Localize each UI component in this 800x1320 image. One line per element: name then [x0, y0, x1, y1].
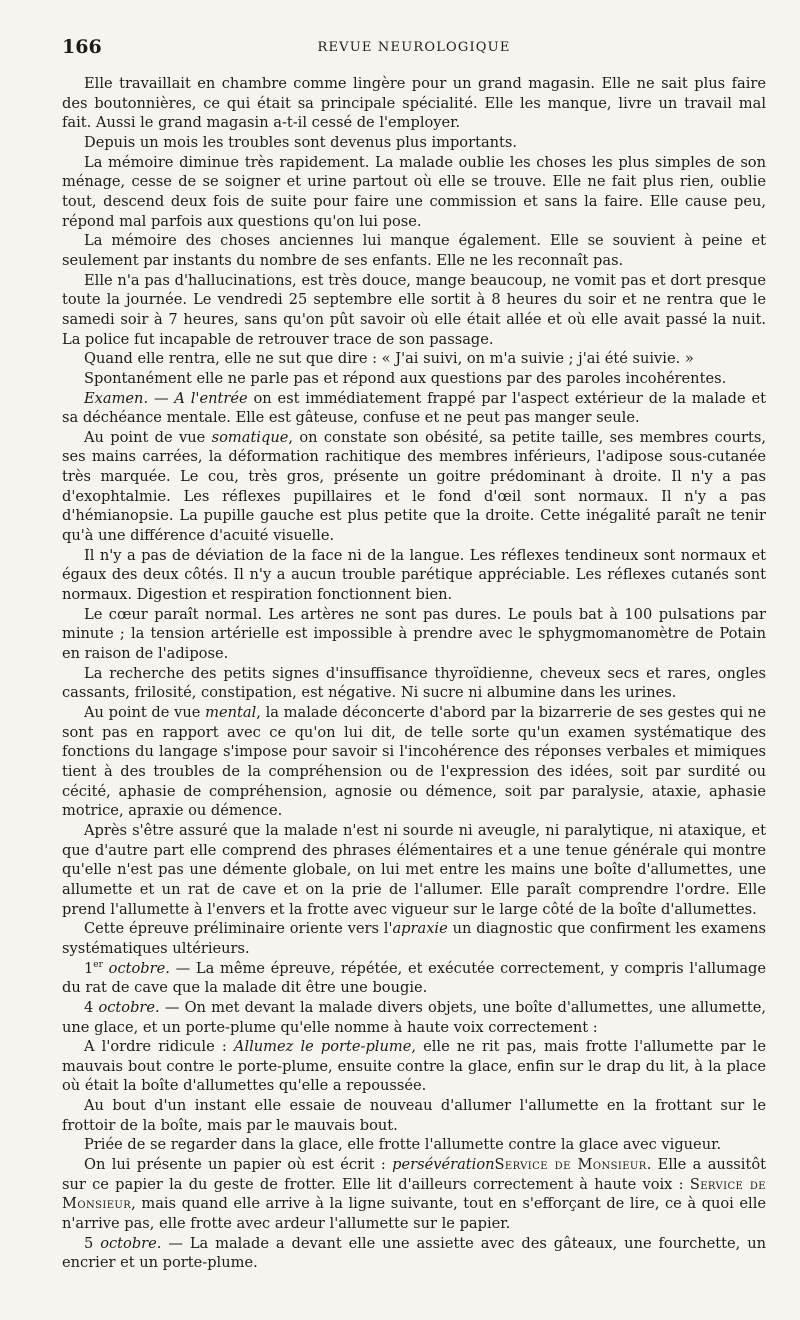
paragraph [62, 1234, 766, 1273]
paragraph [62, 546, 766, 605]
text-run: un diagnostic que confirment les examens systématiques ultérieurs. [62, 920, 766, 957]
italic-text: apraxie [392, 920, 448, 938]
text-run: 1 [84, 959, 94, 977]
paragraph [62, 389, 766, 428]
italic-text: octobre. [102, 959, 170, 977]
paragraph [62, 998, 766, 1037]
text-run: Au bout d'un instant elle essaie de nouveau d'allumer l'allumette en la frottant sur le frottoir de la boîte, mais par le mauvais bout. [62, 1097, 766, 1134]
italic-text: Examen. [84, 389, 149, 407]
small-caps-text: Service de Monsieur [494, 1156, 647, 1174]
text-run: Le cœur paraît normal. Les artères ne sont pas dures. Le pouls bat à 100 pulsations par minute ; la tension artérielle est impossible à prendre avec le sphygmomanomètre de Potain en raison de l'adipose. [62, 605, 766, 663]
paragraph [62, 959, 766, 998]
text-run: 4 [84, 998, 99, 1016]
text-run: — La même épreuve, répétée, et exécutée correctement, y compris l'allumage du rat de cave que la malade dit être une bougie. [62, 959, 766, 997]
text-run: A l'ordre ridicule : [84, 1038, 234, 1056]
text-run: La recherche des petits signes d'insuffisance thyroïdienne, cheveux secs et rares, ongles cassants, frilosité, constipation, est négative. Ni sucre ni albumine dans les urines. [62, 664, 766, 702]
text-run: , mais quand elle arrive à la ligne suivante, tout en s'efforçant de lire, ce à quoi elle n'arrive pas, elle frotte avec ardeur l'allumette sur le papier. [62, 1195, 766, 1233]
text-run: La mémoire diminue très rapidement. La malade oublie les choses les plus simples de son ménage, cesse de se soigner et urine partout où elle se trouve. Elle ne fait plus rien, oublie tout, descend deux fois de suite pour faire une commission et sans la faire. Elle cause peu, répond mal parfois aux questions qu'on lui pose. [62, 153, 766, 230]
text-run: , elle ne rit pas, mais frotte l'allumette par le mauvais bout contre le porte-plume, ensuite contre la glace, enfin sur le drap du lit, à la place où était la boîte d'allumettes qu'elle a repoussée. [62, 1038, 766, 1095]
paragraph [62, 271, 766, 350]
paragraph [62, 703, 766, 821]
text-run: 5 [84, 1234, 101, 1252]
text-run: . Elle a aussitôt sur ce papier la [62, 1156, 766, 1193]
italic-text: mental [205, 704, 257, 721]
italic-text: A l'entrée [174, 389, 248, 407]
text-run: — [148, 389, 175, 407]
superscript: er [93, 959, 103, 970]
text-run: On lui présente un papier où est écrit : [84, 1156, 393, 1174]
text-run: Il n'y a pas de déviation de la face ni de la langue. Les réflexes tendineux sont normaux et égaux des deux côtés. Il n'y a aucun trouble parétique appréciable. Les réflexes cutanés sont normaux. Digestion et respiration fonctionnent bien. [62, 546, 766, 604]
paragraph [62, 369, 766, 389]
text-run: Au point de vue [84, 704, 206, 721]
text-run: du geste de frotter. Elle lit d'ailleurs correctement à haute voix : [188, 1175, 690, 1193]
paragraph [62, 664, 766, 703]
italic-text: persévération [392, 1156, 495, 1174]
text-run: Priée de se regarder dans la glace, elle frotte l'allumette contre la glace avec vigueur. [84, 1136, 722, 1154]
paragraph [62, 1037, 766, 1096]
text-run: — On met devant la malade divers objets, une boîte d'allumettes, une allumette, une glace, et un porte-plume qu'elle nomme à haute voix correctement : [62, 998, 766, 1036]
text-run: La mémoire des choses anciennes lui manque également. Elle se souvient à peine et seulement par instants du nombre de ses enfants. Elle ne les reconnaît pas. [62, 232, 766, 269]
paragraph [62, 1135, 766, 1155]
text-run: Après s'être assuré que la malade n'est ni sourde ni aveugle, ni paralytique, ni ataxique, et que d'autre part elle comprend des phrases élémentaires et a une tenue générale qui montre qu'elle n'est pas une démente globale, on lui met entre les mains une boîte d'allumettes, une allumette et un rat de cave et on la prie de l'allumer. Elle paraît comprendre l'ordre. Elle prend l'allumette à l'envers et la frotte avec vigueur sur le large côté de la boîte d'allumettes. [62, 821, 766, 918]
paragraph [62, 74, 766, 133]
paragraph [62, 231, 766, 270]
text-run: Spontanément elle ne parle pas et répond aux questions par des paroles incohérentes. [84, 369, 727, 387]
italic-text: Allumez le porte-plume [233, 1038, 412, 1056]
text-run: Elle travaillait en chambre comme lingère pour un grand magasin. Elle ne sait plus faire des boutonnières, ce qui était sa principale spécialité. Elle les manque, livre un travail mal fait. Aussi le grand magasin a-t-il cessé de l'employer. [62, 75, 766, 132]
paragraph [62, 1096, 766, 1135]
paragraph [62, 133, 766, 153]
text-run: Quand elle rentra, elle ne sut que dire : « J'ai suivi, on m'a suivie ; j'ai été suivie. » [84, 350, 694, 368]
italic-text: somatique [211, 428, 289, 446]
italic-text: octobre. [100, 1234, 162, 1252]
text-run: , on constate son obésité, sa petite taille, ses membres courts, ses mains carrées, la déformation rachitique des membres inférieurs, l'adipose sous-cutanée très marquée. Le cou, très gros, présente un goitre prédominant à droite. Il n'y a pas d'exophtalmie. Les réflexes pupillaires et le fond d'œil sont normaux. Il n'y a pas d'hémianopsie. La pupille gauche est plus petite que la droite. Cette inégalité paraît ne tenir qu'à une différence d'acuité visuelle. [62, 428, 766, 545]
text-run: — La malade a devant elle une assiette avec des gâteaux, une fourchette, un encrier et un porte-plume. [62, 1234, 766, 1272]
text-run: Depuis un mois les troubles sont devenus plus importants. [84, 133, 518, 151]
text-run: Au point de vue [84, 428, 212, 446]
small-caps-text: Service de Monsieur [62, 1175, 766, 1213]
paragraph [62, 428, 766, 546]
paragraph [62, 919, 766, 958]
body-text [62, 74, 766, 1273]
paragraph [62, 1155, 766, 1234]
paragraph [62, 153, 766, 232]
italic-text: octobre. [98, 998, 160, 1016]
text-run: Cette épreuve préliminaire oriente vers l' [84, 920, 393, 938]
paragraph [62, 821, 766, 919]
paragraph [62, 349, 766, 369]
text-run: Elle n'a pas d'hallucinations, est très douce, mange beaucoup, ne vomit pas et dort presque toute la journée. Le vendredi 25 septembre elle sortit à 8 heures du soir et ne rentra que le samedi soir à 7 heures, sans qu'on pût savoir où elle était allée et où elle avait passé la nuit. La police fut incapable de retrouver trace de son passage. [62, 271, 766, 348]
text-run: , la malade déconcerte d'abord par la bizarrerie de ses gestes qui ne sont pas en rapport avec ce qu'on lui dit, de telle sorte qu'un examen systématique des fonctions du langage s'impose pour savoir si l'incohérence des réponses verbales et mimiques tient à des troubles de la compréhension ou de l'expression des idées, soit par surdité ou cécité, aphasie de compréhension, agnosie ou démence, soit par paralysie, ataxie, aphasie motrice, apraxie ou démence. [62, 704, 766, 820]
text-run: on est immédiatement frappé par l'aspect extérieur de la malade et sa déchéance mentale. Elle est gâteuse, confuse et ne peut pas manger seule. [62, 389, 767, 427]
running-head: REVUE NEUROLOGIQUE [317, 40, 511, 55]
paragraph [62, 605, 766, 664]
page-header [62, 36, 766, 62]
page-number: 166 [62, 36, 102, 58]
